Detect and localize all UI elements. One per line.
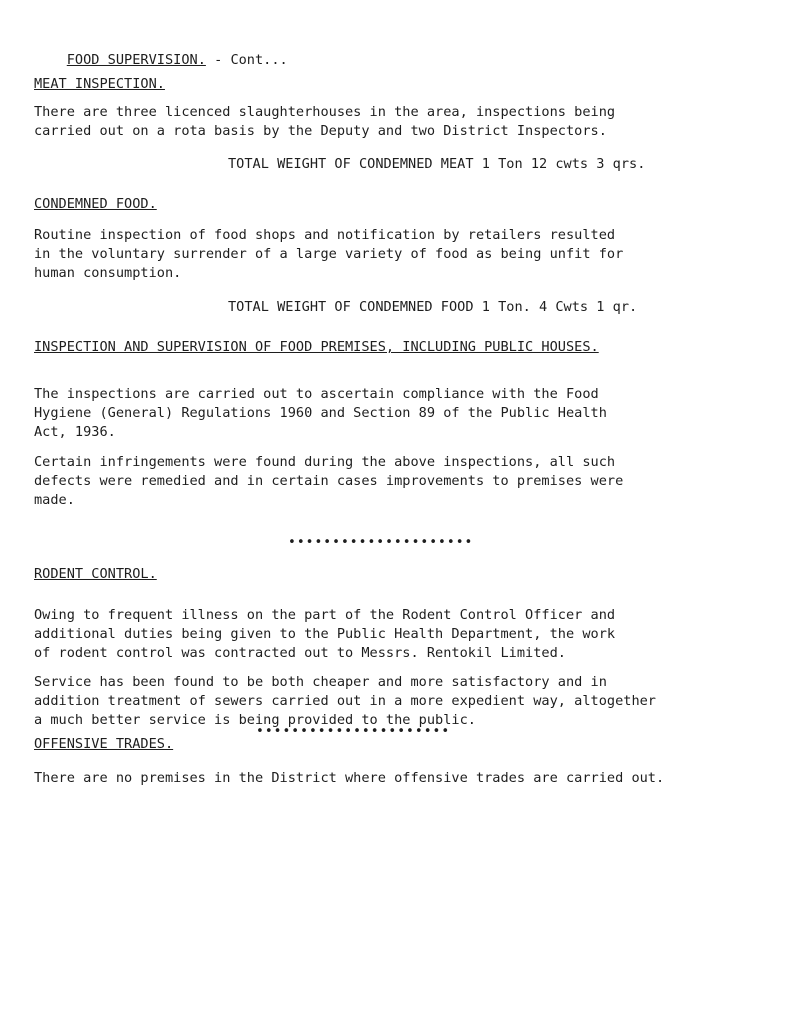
text-line: carried out on a rota basis by the Deputy and two District Inspectors.	[34, 123, 607, 139]
section-separator: ••••••••••••••••••••••	[256, 724, 451, 739]
page-title: FOOD SUPERVISION.	[66, 52, 206, 68]
text-line: in the voluntary surrender of a large variety of food as being unfit for	[34, 246, 624, 262]
text-line: Act, 1936.	[34, 424, 116, 440]
meat-inspection-paragraph	[34, 103, 794, 141]
text-line: Owing to frequent illness on the part of the Rodent Control Officer and	[34, 607, 616, 623]
text-line: Certain infringements were found during the above inspections, all such	[34, 454, 616, 470]
continued-label: - Cont...	[205, 52, 288, 68]
section-separator: •••••••••••••••••••••	[288, 535, 474, 550]
text-line: additional duties being given to the Public Health Department, the work	[34, 626, 616, 642]
offensive-trades-heading: OFFENSIVE TRADES.	[34, 736, 174, 752]
text-line: a much better service is being provided to the public.	[34, 712, 476, 728]
text-line: There are three licenced slaughterhouses in the area, inspections being	[34, 104, 616, 120]
text-line: human consumption.	[34, 265, 182, 281]
text-line: Routine inspection of food shops and notification by retailers resulted	[34, 227, 616, 243]
text-line: Hygiene (General) Regulations 1960 and Section 89 of the Public Health	[34, 405, 607, 421]
text-line: addition treatment of sewers carried out in a more expedient way, altogether	[34, 693, 656, 709]
text-line: The inspections are carried out to ascertain compliance with the Food	[34, 386, 599, 402]
food-premises-paragraph-2	[34, 453, 794, 510]
rodent-control-paragraph-2	[34, 673, 794, 730]
text-line: made.	[34, 492, 75, 508]
text-line: defects were remedied and in certain cases improvements to premises were	[34, 473, 624, 489]
text-line: of rodent control was contracted out to Messrs. Rentokil Limited.	[34, 645, 566, 661]
food-premises-heading: INSPECTION AND SUPERVISION OF FOOD PREMISES, INCLUDING PUBLIC HOUSES.	[34, 339, 599, 355]
food-premises-paragraph-1	[34, 385, 794, 442]
text-line: Service has been found to be both cheaper and more satisfactory and in	[34, 674, 607, 690]
rodent-control-paragraph-1	[34, 606, 794, 663]
condemned-food-paragraph	[34, 226, 794, 283]
rodent-control-heading: RODENT CONTROL.	[34, 566, 157, 582]
meat-inspection-heading: MEAT INSPECTION.	[34, 76, 165, 92]
condemned-food-heading: CONDEMNED FOOD.	[34, 196, 157, 212]
offensive-trades-text: There are no premises in the District where offensive trades are carried out.	[34, 770, 665, 786]
meat-total-weight: TOTAL WEIGHT OF CONDEMNED MEAT 1 Ton 12 cwts 3 qrs.	[228, 156, 646, 172]
condemned-total-weight: TOTAL WEIGHT OF CONDEMNED FOOD 1 Ton. 4 Cwts 1 qr.	[228, 299, 638, 315]
